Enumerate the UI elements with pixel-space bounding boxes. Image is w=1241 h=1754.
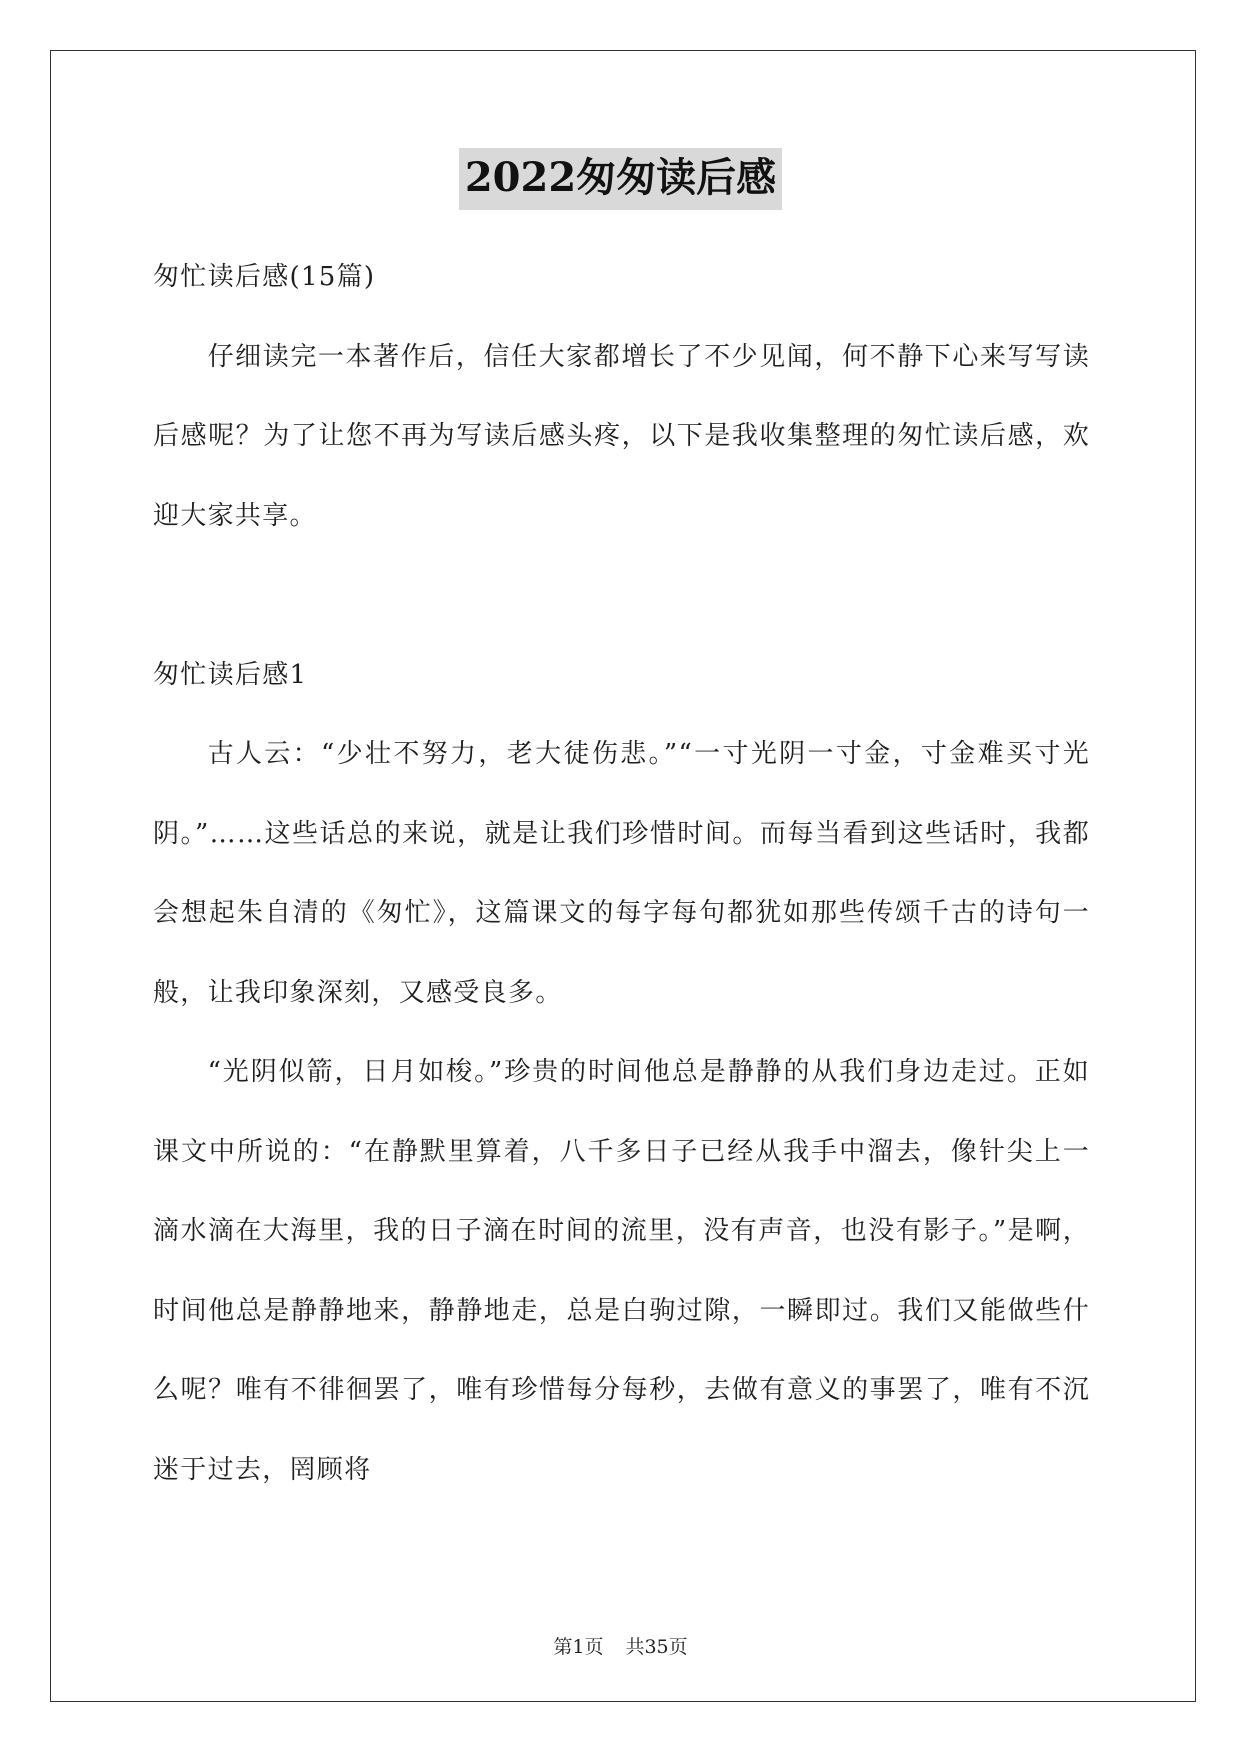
blank-line [153, 556, 1090, 636]
document-title: 2022匆匆读后感 [459, 148, 782, 210]
page-footer [0, 1632, 1241, 1659]
page-number: 第1页 [553, 1636, 604, 1658]
body-paragraph: 古人云：“少壮不努力，老大徒伤悲。”“一寸光阴一寸金，寸金难买寸光阴。”……这些话总的来说，就是让我们珍惜时间。而每当看到这些话时，我都会想起朱自清的《匆忙》，这篇课文的每字每句都犹如那些传颂千古的诗句一般，让我印象深刻，又感受良多。 [153, 739, 1090, 1008]
page-total: 共35页 [625, 1636, 688, 1658]
document-body [153, 238, 1090, 1510]
intro-paragraph: 仔细读完一本著作后，信任大家都增长了不少见闻，何不静下心来写写读后感呢？为了让您不再为写读后感头疼，以下是我收集整理的匆忙读后感，欢迎大家共享。 [153, 341, 1090, 531]
title-container [0, 148, 1241, 210]
body-paragraph: “光阴似箭，日月如梭。”珍贵的时间他总是静静的从我们身边走过。正如课文中所说的：“在静默里算着，八千多日子已经从我手中溜去，像针尖上一滴水滴在大海里，我的日子滴在时间的流里，没有声音，也没有影子。”是啊，时间他总是静静地来，静静地走，总是白驹过隙，一瞬即过。我们又能做些什么呢？唯有不徘徊罢了，唯有珍惜每分每秒，去做有意义的事罢了，唯有不沉迷于过去，罔顾将 [153, 1057, 1090, 1485]
section-heading: 匆忙读后感1 [153, 659, 308, 690]
subtitle-paragraph: 匆忙读后感(15篇) [153, 262, 376, 292]
